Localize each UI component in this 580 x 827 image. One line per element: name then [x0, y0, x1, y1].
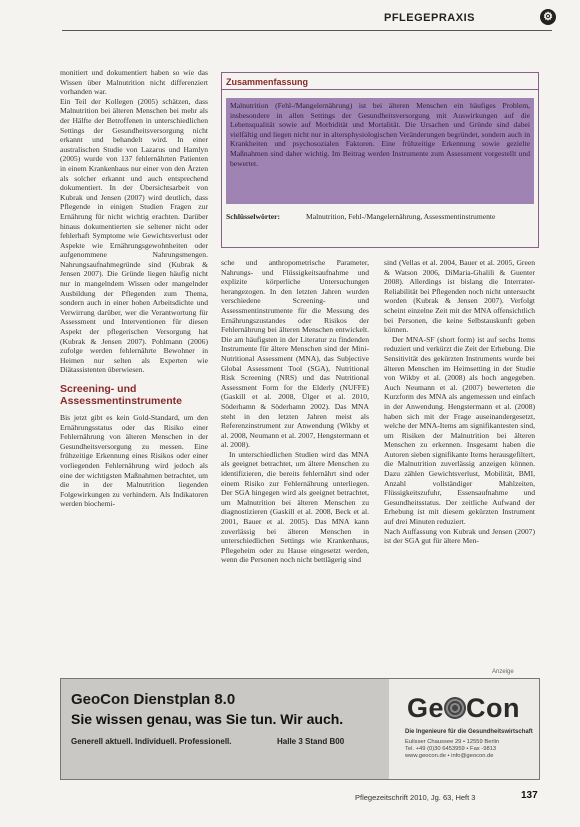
paragraph: In unterschiedlichen Studien wird das MNA als geeignet betrachtet, um ältere Menschen zu identifizieren, die bereits fehlernährt sind oder einem Risiko zur Fehlernährung unterliegen. Der SGA hingegen wird als geeignet betrachtet, um Malnutrition bei älteren Menschen zu diagnostizieren (Gaskill et al. 2008, Beck et al. 2001, Bauer et al. 2005). Das MNA kann zuverlässig bei älteren Menschen in unterschiedlichen Settings wie Krankenhaus, Pflegeheim oder zu Hause eingesetzt werden, wenn die Personen noch nicht bettlägerig sind — [221, 449, 369, 565]
summary-body: Malnutrition (Fehl-/Mangelernährung) ist bei älteren Menschen ein häufiges Problem, insbesondere in allen Settings der Gesundheitsversorgung mit Auswirkungen auf die Lebensqualität sowie auf Morbidität und Mortalität. Die Ursachen und Gründe sind dabei vielfältig und liegen nicht nur in altersphysiologischen Veränderungen begründet, sondern auch in Krankheiten und psychosozialen Faktoren. Eine frühzeitige Erkennung sowie gezielte Maßnahmen sind daher wichtig. Im Beitrag werden Instrumente zum Assessment vorgestellt und bewertet. — [226, 98, 534, 204]
paragraph: Ein Teil der Kollegen (2005) schätzen, dass Malnutrition bei älteren Menschen bei mehr als der Hälfte der Betroffenen in unterschiedlichen Settings der Gesundheitsversorgung nicht erkannt und behandelt wird. In einer australischen Studie von Lazarus und Hamlyn (2005) wurde von 137 fehlernährten Patienten in einem Krankenhaus nur einer von den Ärzten als solcher erkannt und auch entsprechend dokumentiert. In der Übersichtsarbeit von Kubrak und Jensen (2007) wird deutlich, dass Pflegende in einigen Studien Fragen zur Ernährung für nicht wichtig erachten. Darüber hinaus dokumentierten sie seltener nicht oder fehlerhaft Symptome wie Gewichtsverlust oder Aspekte wie Ernährungsgewohnheiten oder aufgenommene Nahrungsmengen. Nahrungsaufnahmegründe sind (Kubrak & Jensen 2007). Die Gründe liegen häufig nicht nur in mangelndem Wissen oder mangelnder Ausbildung der Pflegenden zum Thema, sondern auch in einer hohen Arbeitsdichte und Verwirrung darüber, wer die Verantwortung für Assessment und Interventionen für diesen Aspekt der pflegerischen Versorgung hat (Kubrak & Jensen 2007). Pohlmann (2006) zufolge werden fehlernährte Bewohner in Heimen nur selten als Experten wie Diätassistenten überwiesen. — [60, 96, 208, 375]
column-1 — [60, 68, 208, 509]
brand-subline: Die Ingenieure für die Gesundheitswirtschaft — [405, 729, 533, 735]
keywords — [226, 212, 534, 222]
paragraph: Nach Auffassung von Kubrak und Jensen (2007) ist der SGA gut für ältere Men- — [384, 526, 535, 546]
journal-citation: Pflegezeitschrift 2010, Jg. 63, Heft 3 — [355, 793, 476, 802]
brand-logo — [407, 693, 520, 724]
address-line: Eulisser Chaussee 29 • 12559 Berlin — [405, 739, 500, 745]
ad-headline: Sie wissen genau, was Sie tun. Wir auch. — [71, 711, 344, 727]
page-number: 137 — [521, 790, 538, 801]
column-3 — [384, 258, 535, 546]
brand-o-icon — [444, 697, 466, 719]
keywords-label: Schlüsselwörter: — [226, 212, 280, 221]
column-2 — [221, 258, 369, 565]
ad-label: Anzeige — [492, 669, 514, 675]
summary-box — [221, 72, 539, 248]
brand-text-pre: Ge — [407, 693, 445, 723]
advertisement[interactable] — [60, 678, 540, 780]
paragraph: Der MNA-SF (short form) ist auf sechs Items reduziert und verkürzt die Zeit der Erhebung. Die Sensitivität des gekürzten Instruments wurde bei älteren Menschen im Heimsetting in der Studie von Wikby et al. (2008) als hoch angegeben. Auch Neumann et al. (2007) bewerteten die Kurzform des MNA als angemessen und einfach in der Anwendung. Hengstermann et al. (2008) haben sich mit der Frage auseinandergesetzt, welche der MNA-Items am signifikantesten sind, um Risiken der Malnutrition bei älteren Menschen zu erkennen. Insgesamt haben die Autoren sieben signifikante Items herausgefiltert, die Malnutrition zuverlässig anzeigen können. Dazu zählen Gewichtsverlust, Mobilität, BMI, Anzahl vollständiger Mahlzeiten, Flüssigkeitszufuhr, Essensaufnahme und Gesundheitsstatus. Der zeitliche Aufwand der Erhebung ist mit diesem gekürzten Instrument auf drei Minuten reduziert. — [384, 334, 535, 527]
section-tag: PFLEGEPRAXIS — [384, 12, 475, 24]
ad-panel — [61, 679, 389, 779]
paragraph: monitiert und dokumentiert haben so wie das Wissen über Malnutrition nicht differenziert vorhanden war. — [60, 68, 208, 97]
paragraph: sind (Vellas et al. 2004, Bauer et al. 2005, Green & Watson 2006, DiMaria-Ghalili & Guenter 2008). Allerdings ist bislang die Interrater-Reliabilität bei Pflegenden noch nicht untersucht worden (Kubrak & Jensen 2007). Verfolgt scheint einzelne Zeit mit der MNA offensichtlich bei Personen, die keine Selbstauskunft geben können. — [384, 258, 535, 335]
paragraph: Bis jetzt gibt es kein Gold-Standard, um den Ernährungsstatus oder das Risiko einer Fehlernährung von älteren Menschen in der Gesundheitsversorgung zu messen. Eine frühzeitige Erkennung eines Risikos oder einer vorliegenden Fehlernährung wird jedoch als eine der wichtigsten Maßnahmen betrachtet, um die in der Malnutrition liegenden Folgewirkungen zu verhindern. Als Indikatoren werden biochemi- — [60, 413, 208, 509]
address-line: Tel. +49 (0)30 6453959 • Fax -9813 — [405, 746, 497, 753]
summary-title: Zusammenfassung — [222, 73, 538, 90]
ad-title: GeoCon Dienstplan 8.0 — [71, 691, 236, 708]
brand-address — [405, 739, 535, 761]
header-divider — [62, 30, 552, 31]
journal-logo-icon: ⚙ — [540, 9, 556, 25]
ad-tagline: Generell aktuell. Individuell. Professionell. — [71, 737, 232, 746]
address-line: www.geocon.de • info@geocon.de — [405, 753, 494, 760]
brand-text-post: Con — [466, 693, 521, 723]
ad-booth: Halle 3 Stand B00 — [277, 737, 345, 746]
keywords-text: Malnutrition, Fehl-/Mangelernährung, Assessmentinstrumente — [306, 212, 496, 221]
section-heading: Screening- und Assessmentinstrumente — [60, 383, 182, 407]
paragraph: sche und anthropometrische Parameter, Nahrungs- und Flüssigkeitsaufnahme und explizite körperliche Untersuchungen herangezogen. In den letzten Jahren wurden verschiedene Screening- und Assessmentinstrumente für die Messung des Ernährungszustandes oder Risikos der Fehlernährung bei älteren Menschen entwickelt. Die am häufigsten in der Literatur zu findenden Instrumente für ältere Menschen sind der Mini-Nutritional Assessment (MNA), das Subjective Global Assessment Tool (SGA), Nutritional Risk Screening (NRS) und das Nutritional Assessment Form for the Elderly (NUFFE) (Gaskill et al. 2008, Ülger et al. 2010, Söderhamn & Söderhamn 2002). Das MNA steht in den letzten Jahren meist als Referenzinstrument zur Anwendung (Wikby et al. 2008, Neumann et al. 2007, Hengstermann et al. 2008). — [221, 258, 369, 450]
